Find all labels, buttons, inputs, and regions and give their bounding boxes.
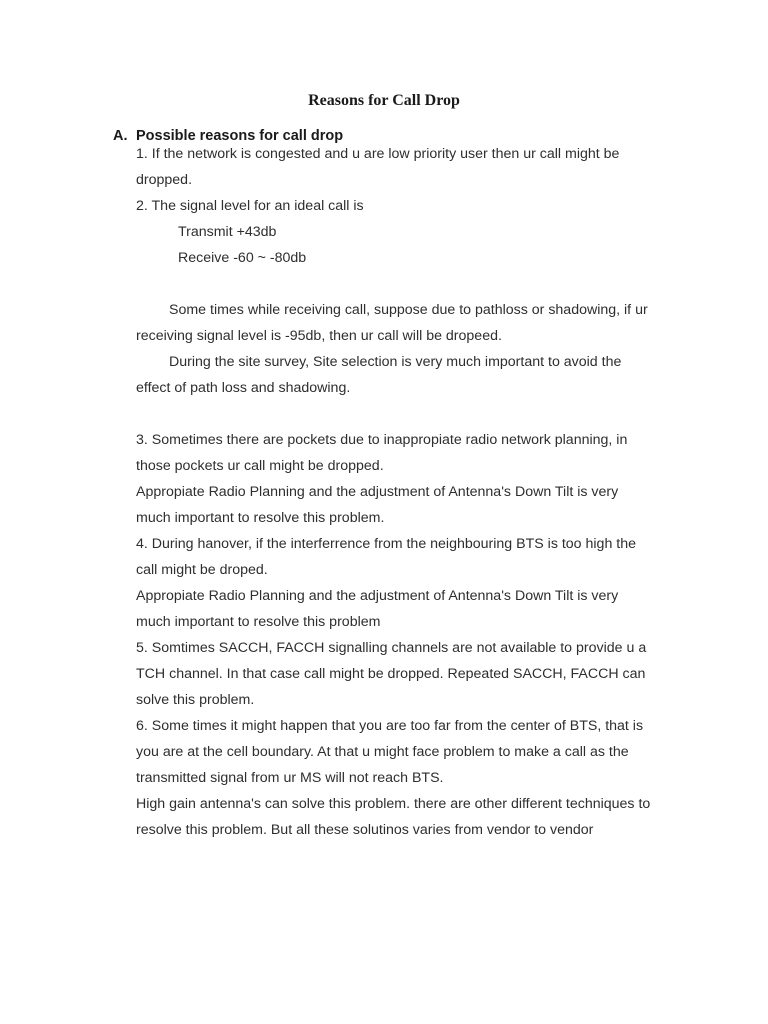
text-line: 1. If the network is congested and u are low priority user then ur call might be (136, 146, 620, 162)
text-line: much important to resolve this problem (136, 614, 381, 630)
text-line: solve this problem. (136, 692, 255, 708)
section-marker: A. (113, 128, 128, 144)
text-line: effect of path loss and shadowing. (136, 380, 351, 396)
text-line: 2. The signal level for an ideal call is (136, 198, 364, 214)
text-line: 4. During hanover, if the interferrence from the neighbouring BTS is too high the (136, 536, 637, 552)
text-line: transmitted signal from ur MS will not reach BTS. (136, 770, 444, 786)
section-heading: Possible reasons for call drop (136, 128, 344, 144)
text-line: Appropiate Radio Planning and the adjustment of Antenna's Down Tilt is very (136, 588, 619, 604)
text-line: Some times while receiving call, suppose due to pathloss or shadowing, if ur (169, 302, 648, 318)
text-line: receiving signal level is -95db, then ur call will be dropeed. (136, 328, 502, 344)
text-line: dropped. (136, 172, 193, 188)
text-line: Receive -60 ~ -80db (178, 250, 307, 266)
text-line: much important to resolve this problem. (136, 510, 385, 526)
text-line: TCH channel. In that case call might be dropped. Repeated SACCH, FACCH can (136, 666, 646, 682)
text-line: 3. Sometimes there are pockets due to inappropiate radio network planning, in (136, 432, 628, 448)
text-line: Transmit +43db (178, 224, 277, 240)
text-line: resolve this problem. But all these solutinos varies from vendor to vendor (136, 822, 594, 838)
text-line: High gain antenna's can solve this problem. there are other different techniques to (136, 796, 651, 812)
text-line: 6. Some times it might happen that you are too far from the center of BTS, that is (136, 718, 644, 734)
text-line: During the site survey, Site selection is very much important to avoid the (169, 354, 622, 370)
text-line: those pockets ur call might be dropped. (136, 458, 384, 474)
text-line: 5. Somtimes SACCH, FACCH signalling channels are not available to provide u a (136, 640, 647, 656)
text-line: call might be droped. (136, 562, 268, 578)
text-line: Appropiate Radio Planning and the adjustment of Antenna's Down Tilt is very (136, 484, 619, 500)
text-line: you are at the cell boundary. At that u might face problem to make a call as the (136, 744, 629, 760)
document-title: Reasons for Call Drop (308, 92, 460, 109)
